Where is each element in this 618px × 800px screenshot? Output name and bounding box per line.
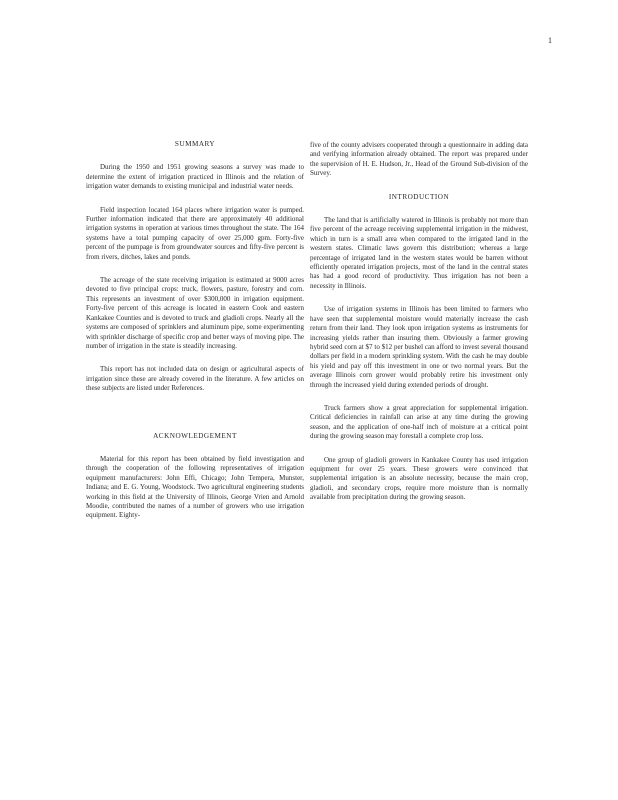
summary-paragraph: Field inspection located 164 places where irrigation water is pumped. Further information indicated that there are approximately 40 additional irrigation systems in operation at various times throughout the state. The 164 systems have a total pumping capacity of over 25,000 gpm. Forty-five percent of the pumpage is from groundwater sources and fifty-five percent is from rivers, ditches, lakes and ponds. <box>86 205 304 261</box>
continuation-paragraph: five of the county advisers cooperated through a questionnaire in adding data and verifying information already obtained. The report was prepared under the supervision of H. E. Hudson, Jr., Head of the Ground Sub-division of the Survey. <box>310 141 528 178</box>
introduction-paragraph: Truck farmers show a great appreciation for supplemental irrigation. Critical deficiencies in rainfall can arise at any time during the growing season, and the application of one-half inch of moisture at a critical point during the growing season may forestall a complete crop loss. <box>310 403 528 441</box>
introduction-heading: INTRODUCTION <box>388 192 450 201</box>
left-column <box>86 140 304 535</box>
summary-paragraph: This report has not included data on design or agricultural aspects of irrigation since these are already covered in the literature. A few articles on these subjects are listed under References. <box>86 365 304 393</box>
section-spacer <box>86 408 304 432</box>
introduction-paragraph: Use of irrigation systems in Illinois has been limited to farmers who have seen that supplemental moisture would materially increase the cash return from their land. They look upon irrigation systems as instruments for increasing yields rather than insuring them. Obviously a farmer growing hybrid seed corn at $7 to $12 per bushel can afford to invest several thousand dollars per field in a modern sprinkling system. With the cash he may double his yield and pay off this investment in one or two normal years. But the average Illinois corn grower would probably retire his investment only through the increased yield during extended periods of drought. <box>310 305 528 389</box>
introduction-paragraph: The land that is artificially watered in Illinois is probably not more than five percent of the acreage receiving supplemental irrigation in the midwest, which in turn is a small area when compared to the irrigated land in the western states. Climatic laws govern this distribution; whereas a large percentage of irrigated land in the western states would be barren without efficiently operated irrigation projects, most of the land in the central states has had a good record of productivity. Thus irrigation has not been a necessity in Illinois. <box>310 216 528 290</box>
acknowledgement-heading: ACKNOWLEDGEMENT <box>153 431 237 440</box>
summary-paragraph: The acreage of the state receiving irrigation is estimated at 9000 acres devoted to five principal crops: truck, flowers, pasture, forestry and corn. This represents an investment of over $300,000 in irrigation equipment. Forty-five percent of this acreage is located in eastern Cook and eastern Kankakee Counties and is devoted to truck and gladioli crops. Nearly all the systems are composed of sprinklers and aluminum pipe, some experimenting with sprinkler discharge of specific crop and better ways of moving pipe. The number of irrigation in the state is steadily increasing. <box>86 276 304 350</box>
introduction-paragraph: One group of gladioli growers in Kankakee County has used irrigation equipment for over 25 years. These growers were convinced that supplemental irrigation is an absolute necessity, because the main crop, gladioli, and secondary crops, require more moisture than is normally available from precipitation during the growing season. <box>310 455 528 502</box>
acknowledgement-paragraph: Material for this report has been obtained by field investigation and through the cooperation of the following representatives of irrigation equipment manufacturers: John Effi, Chicago; John Tempera, Munster, Indiana; and E. G. Young, Woodstock. Two agricultural engineering students working in this field at the University of Illinois, George Vrien and Arnold Moodie, contributed the names of a number of growers who use irrigation equipment. Eighty- <box>86 454 304 520</box>
summary-heading: SUMMARY <box>174 140 216 148</box>
page-number: 1 <box>548 36 552 45</box>
summary-paragraph: During the 1950 and 1951 growing seasons a survey was made to determine the extent of irrigation practiced in Illinois and the relation of irrigation water demands to existing municipal and industrial water needs. <box>86 163 304 191</box>
right-column <box>310 141 528 517</box>
